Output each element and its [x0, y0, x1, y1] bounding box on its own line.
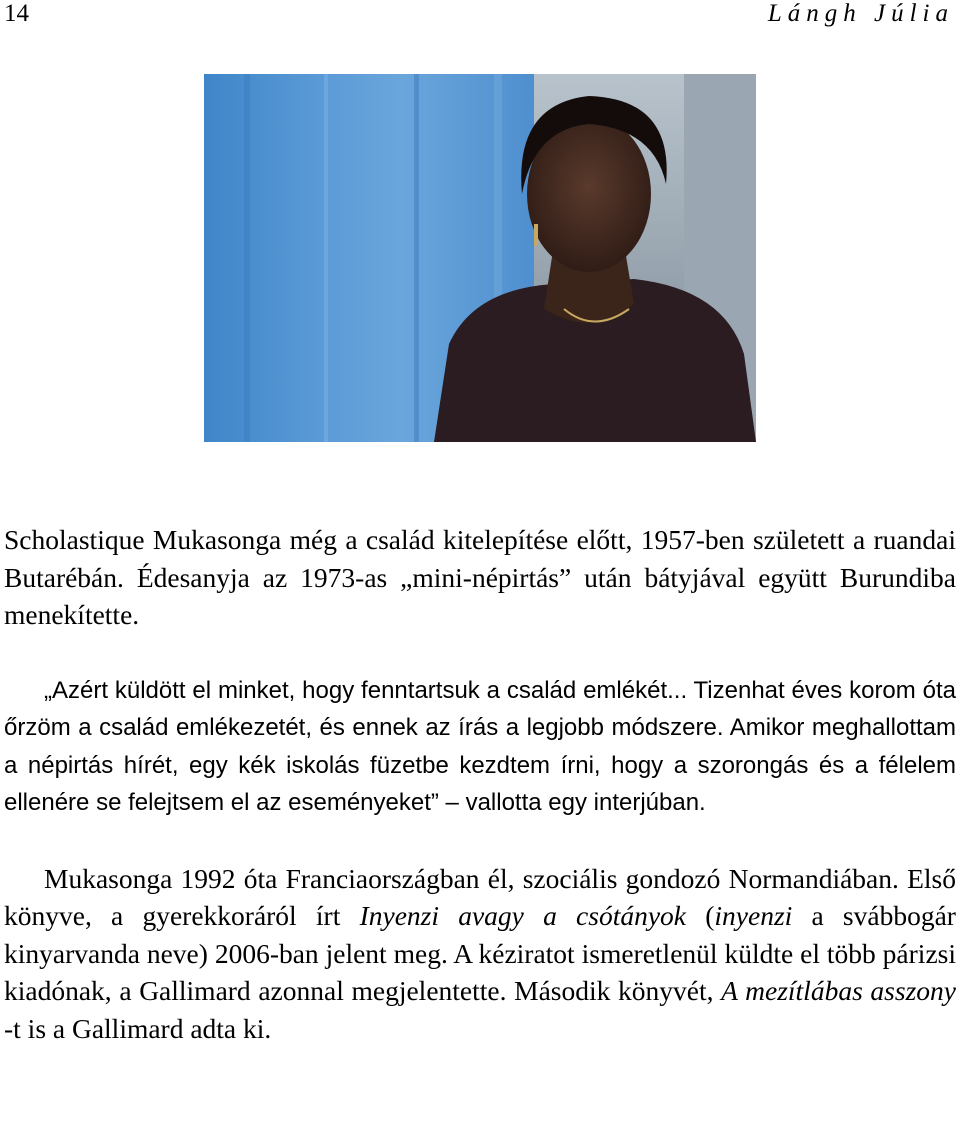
bio-text-2: ( — [686, 900, 715, 931]
book-title-2: A mezítlábas asszony — [721, 975, 956, 1006]
page-number: 14 — [4, 0, 29, 27]
bio-text-1: Mukasonga 1992 óta Franciaországban él, szociális gondozó Normandiában. Első könyve, a gyerekkoráról írt — [4, 862, 956, 931]
bio-text-3: a svábbogár kinyarvanda neve) 2006-ban jelent meg. A kéziratot ismeretlenül küldte el több párizsi kiadónak, a Gallimard azonnal megjelentette. Második könyvét, — [4, 900, 956, 1006]
paragraph-biography — [4, 860, 956, 1048]
paragraph-quote: „Azért küldött el minket, hogy fenntartsuk a család emlékét... Tizenhat éves korom óta őrzöm a család emlékezetét, és ennek az írás a legjobb módszere. Amikor meghallottam a népirtás hírét, egy kék iskolás füzetbe kezdtem írni, hogy a szorongás és a félelem ellenére se felejtsem el az eseményeket” – vallotta egy interjúban. — [4, 676, 956, 816]
running-head: Lángh Júlia — [767, 0, 954, 27]
page-header — [0, 0, 960, 30]
article-body — [4, 521, 956, 1047]
term-inyenzi: inyenzi — [714, 900, 793, 931]
book-title-1: Inyenzi avagy a csótányok — [359, 900, 687, 931]
paragraph-intro: Scholastique Mukasonga még a család kitelepítése előtt, 1957-ben született a ruandai Butarébán. Édesanyja az 1973-as „mini-népirtás” után bátyjával együtt Burundiba menekítette. — [4, 524, 956, 630]
bio-text-4: -t is a Gallimard adta ki. — [4, 1012, 272, 1044]
portrait-photo-icon — [204, 74, 756, 442]
